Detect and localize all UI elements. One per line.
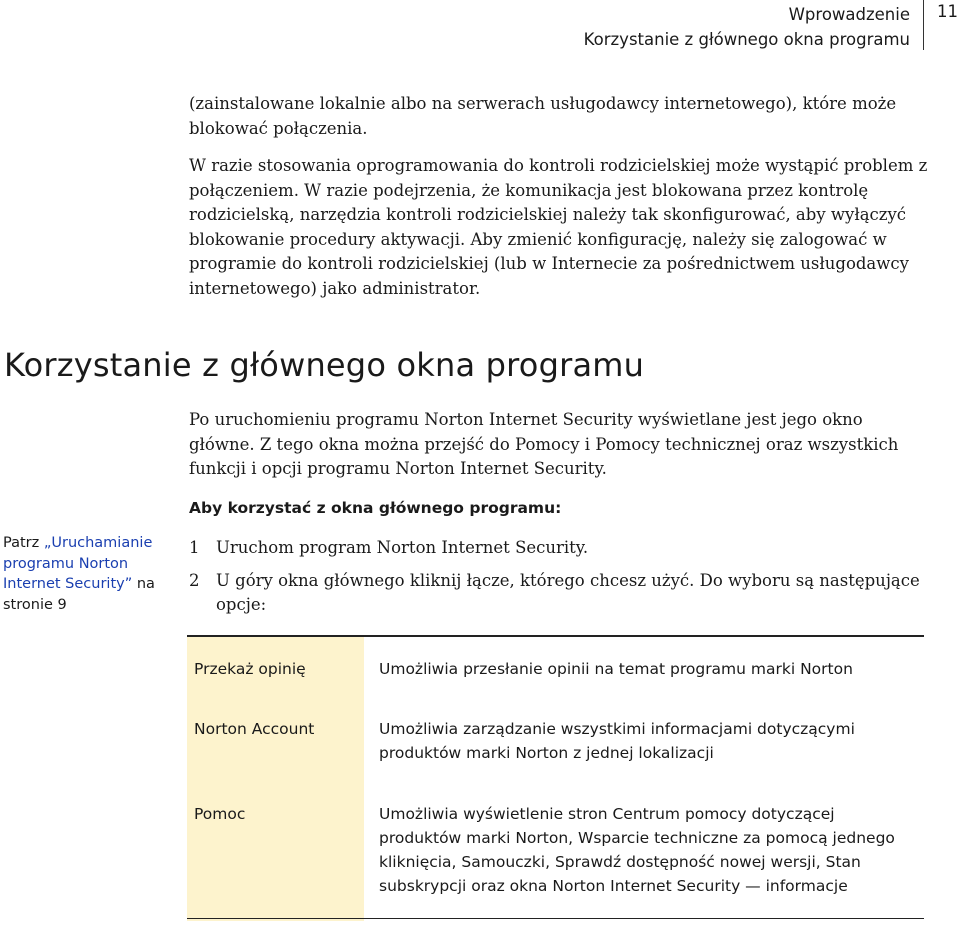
option-description: Umożliwia wyświetlenie stron Centrum pomocy dotyczącej produktów marki Norton, Wsparcie techniczne za pomocą jednego kliknięcia, Samouczki, Sprawdź dostępność nowej wersji, Stan subskrypcji oraz okna Norton Internet Security — informacje xyxy=(379,805,895,895)
side-note-prefix: Patrz xyxy=(3,535,44,551)
header-section: Wprowadzenie xyxy=(788,5,910,24)
step-item xyxy=(189,536,929,561)
header-chapter: Korzystanie z głównego okna programu xyxy=(583,30,910,49)
page-number: 11 xyxy=(937,2,958,21)
section-heading: Korzystanie z głównego okna programu xyxy=(4,346,645,384)
option-name: Przekaż opinię xyxy=(194,660,306,678)
step-text: U góry okna głównego kliknij łącze, którego chcesz użyć. Do wyboru są następujące opcje: xyxy=(216,570,920,614)
options-table xyxy=(187,635,924,921)
step-item xyxy=(189,569,929,618)
side-note-suffix: na stronie 9 xyxy=(3,576,155,613)
body-paragraph-1: (zainstalowane lokalnie albo na serwerach usługodawcy internetowego), które może blokować połączenia. xyxy=(189,94,897,138)
option-name: Pomoc xyxy=(194,805,246,823)
option-description: Umożliwia zarządzanie wszystkimi informacjami dotyczącymi produktów marki Norton z jednej lokalizacji xyxy=(379,720,855,762)
side-note-link[interactable]: „Uruchamianie programu Norton Internet Security” xyxy=(3,535,153,592)
body-paragraph-2: W razie stosowania oprogramowania do kontroli rodzicielskiej może wystąpić problem z połączeniem. W razie podejrzenia, że komunikacja jest blokowana przez kontrolę rodzicielską, narzędzia kontroli rodzicielskiej należy tak skonfigurować, aby wyłączyć blokowanie procedury aktywacji. Aby zmienić konfigurację, należy się zalogować w programie do kontroli rodzicielskiej (lub w Internecie za pośrednictwem usługodawcy internetowego) jako administrator. xyxy=(189,156,928,298)
step-number: 1 xyxy=(189,538,200,557)
section-intro: Po uruchomieniu programu Norton Internet Security wyświetlane jest jego okno główne. Z tego okna można przejść do Pomocy i Pomocy technicznej oraz wszystkich funkcji i opcji programu Norton Internet Security. xyxy=(189,410,899,478)
header-titles xyxy=(584,2,910,52)
procedure-title: Aby korzystać z okna głównego programu: xyxy=(189,499,562,517)
header-divider xyxy=(923,0,924,50)
step-number: 2 xyxy=(189,570,200,590)
option-description: Umożliwia przesłanie opinii na temat programu marki Norton xyxy=(379,660,853,678)
running-header xyxy=(0,0,960,52)
option-name: Norton Account xyxy=(194,720,315,738)
table-bottom-rule xyxy=(187,918,924,919)
side-note xyxy=(3,533,173,615)
step-text: Uruchom program Norton Internet Security. xyxy=(216,538,589,557)
procedure-steps xyxy=(189,536,929,626)
